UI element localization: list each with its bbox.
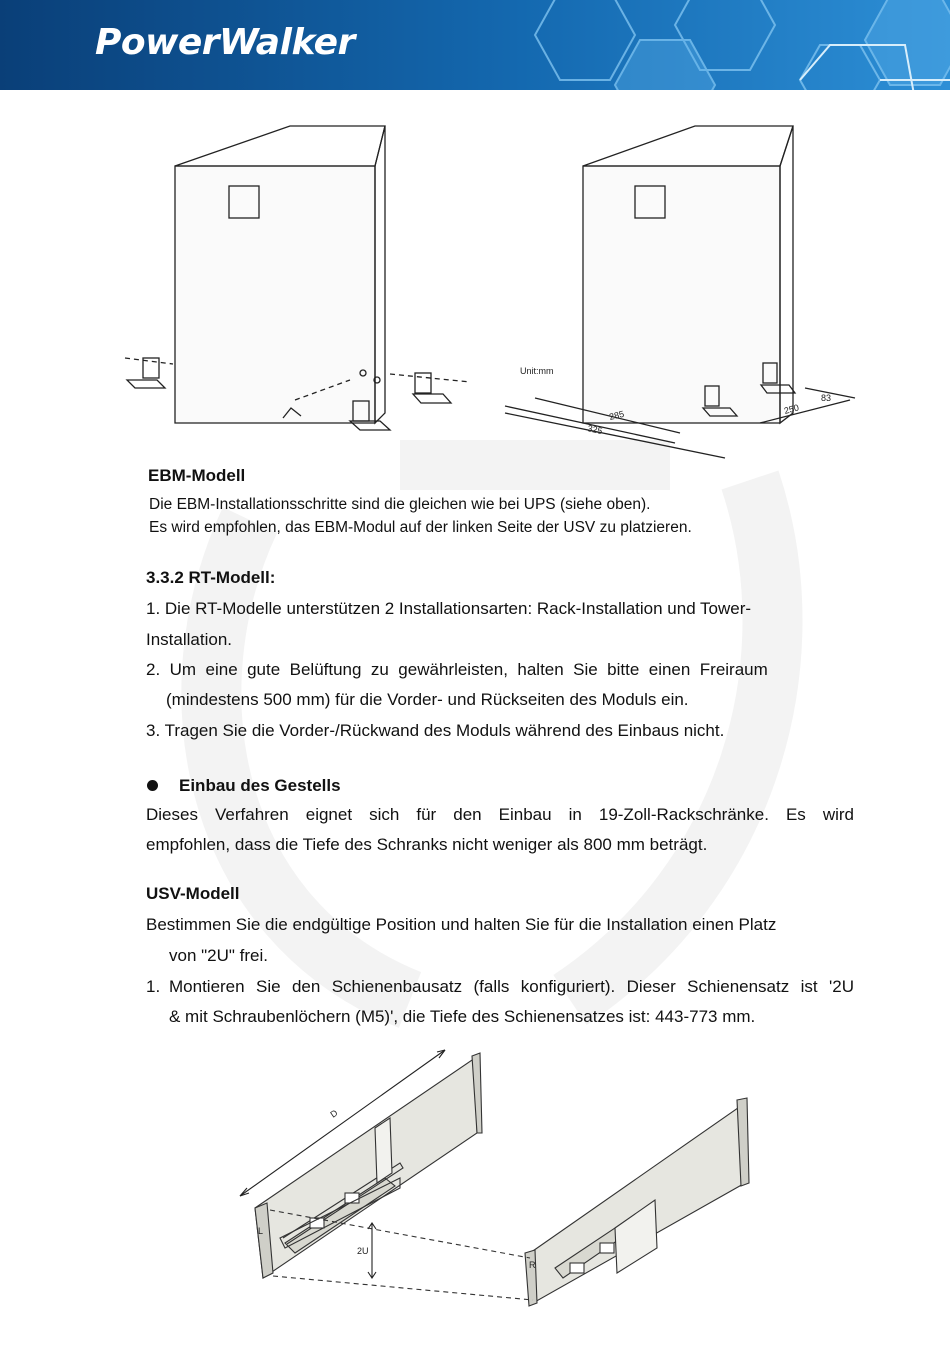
page-header	[0, 0, 950, 90]
dim-label: 250	[782, 402, 801, 416]
rt-item-1-line-2: Installation.	[146, 630, 232, 649]
gestell-line-2: empfohlen, dass die Tiefe des Schranks nicht weniger als 800 mm beträgt.	[146, 835, 708, 854]
rt-heading: 3.3.2 RT-Modell:	[146, 568, 276, 587]
ebm-line-2: Es wird empfohlen, das EBM-Modul auf der linken Seite der USV zu platzieren.	[149, 519, 692, 536]
dim-label: 325	[586, 423, 604, 437]
unit-label: Unit:mm	[520, 366, 554, 376]
usv-line-2: von "2U" frei.	[169, 946, 268, 965]
usv-item-1-line-1: Montieren Sie den Schienenbausatz (falls konfiguriert). Dieser Schienensatz ist '2U	[169, 977, 854, 996]
depth-label: D	[328, 1107, 340, 1120]
gestell-line-1: Dieses Verfahren eignet sich für den Einbau in 19-Zoll-Rackschränke. Es wird	[146, 805, 854, 824]
ebm-heading: EBM-Modell	[148, 466, 246, 485]
right-rail-mark: R	[529, 1260, 536, 1270]
bullet-icon	[147, 780, 158, 791]
gestell-heading: Einbau des Gestells	[179, 776, 341, 795]
usv-item-1-line-2: & mit Schraubenlöchern (M5)', die Tiefe des Schienensatzes ist: 443-773 mm.	[169, 1007, 756, 1026]
dim-label: 83	[821, 393, 832, 403]
height-label: 2U	[357, 1246, 369, 1256]
brand-logo: PowerWalker	[95, 22, 355, 63]
rt-item-2-line-2: (mindestens 500 mm) für die Vorder- und Rückseiten des Moduls ein.	[166, 690, 689, 709]
usv-heading: USV-Modell	[146, 884, 240, 903]
rt-item-1-line-1: 1. Die RT-Modelle unterstützen 2 Installationsarten: Rack-Installation und Tower-	[146, 599, 752, 618]
usv-item-1-number: 1.	[146, 977, 161, 996]
rt-item-2-line-1: 2. Um eine gute Belüftung zu gewährleisten, halten Sie bitte einen Freiraum	[146, 660, 768, 679]
left-rail-mark: L	[258, 1226, 264, 1236]
tower-installation-figure	[105, 118, 865, 460]
ebm-line-1: Die EBM-Installationsschritte sind die gleichen wie bei UPS (siehe oben).	[149, 496, 651, 513]
rail-kit-figure	[225, 1038, 765, 1313]
usv-line-1: Bestimmen Sie die endgültige Position und halten Sie für die Installation einen Platz	[146, 915, 777, 934]
rt-item-3: 3. Tragen Sie die Vorder-/Rückwand des Moduls während des Einbaus nicht.	[146, 721, 725, 740]
dim-label: 285	[608, 408, 626, 422]
